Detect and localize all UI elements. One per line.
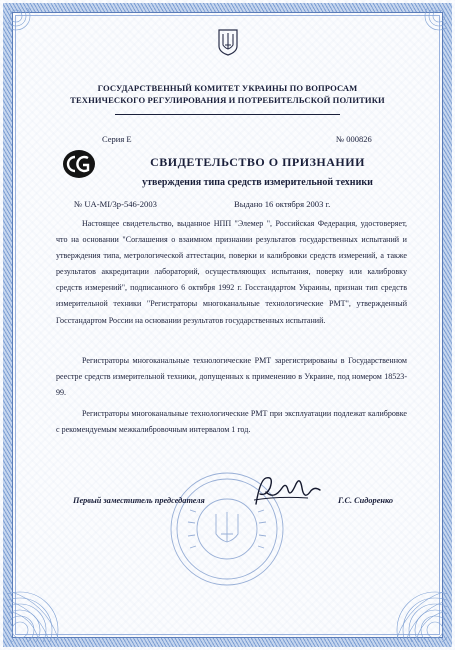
authority-line-2: ТЕХНИЧЕСКОГО РЕГУЛИРОВАНИЯ И ПОТРЕБИТЕЛЬСКОЙ ПОЛИТИКИ [70,95,385,105]
conformity-mark-icon [62,149,96,179]
body-paragraph-3: Регистраторы многоканальные технологические РМТ при эксплуатации подлежат калибровке с рекомендуемым межкалибровочным интервалом 1 год. [56,409,407,435]
body-paragraph-1: Настоящее свидетельство, выданное НПП "Элемер ", Российская Федерация, удостоверяет, что на основании "Соглашения о взаимном признании результатов государственных испытаний и утверждения типа, метрологической аттестации, поверки и калибровки средств измерений, а также результатов аккредитации лабораторий, осуществляющих испытания, поверку или калибровку средств измерений", подписанного 6 октября 1992 г. Госстандартом Украины, признан тип средств измерительной техники "Регистраторы многоканальные технологические РМТ", утвержденный Госстандартом России на основании результатов государственных испытаний. [56,219,407,325]
signer-role: Первый заместитель председателя [73,496,205,505]
corner-ornament-icon [8,572,78,642]
document-title: СВИДЕТЕЛЬСТВО О ПРИЗНАНИИ [150,155,365,169]
corner-ornament-icon [8,8,48,48]
corner-ornament-icon [377,572,447,642]
body-paragraph-2: Регистраторы многоканальные технологические РМТ зарегистрированы в Государственном реестре средств измерительной техники, допущенных к применению в Украине, под номером 18523-99. [56,356,407,398]
corner-ornament-icon [407,8,447,48]
document-number: № UA-MI/3p-546-2003 [74,199,157,209]
document-subtitle: утверждения типа средств измерительной техники [142,177,373,188]
authority-line-1: ГОСУДАРСТВЕННЫЙ КОМИТЕТ УКРАИНЫ ПО ВОПРОСАМ [97,83,358,93]
header-divider [115,114,340,115]
series-label: Серия Е [102,134,132,144]
issue-date: Выдано 16 октября 2003 г. [234,199,331,209]
trident-icon [217,28,239,56]
signer-name: Г.С. Сидоренко [338,496,394,505]
certificate-serial-number: № 000826 [336,134,372,144]
issuing-authority [40,82,415,106]
handwritten-signature [248,470,328,510]
